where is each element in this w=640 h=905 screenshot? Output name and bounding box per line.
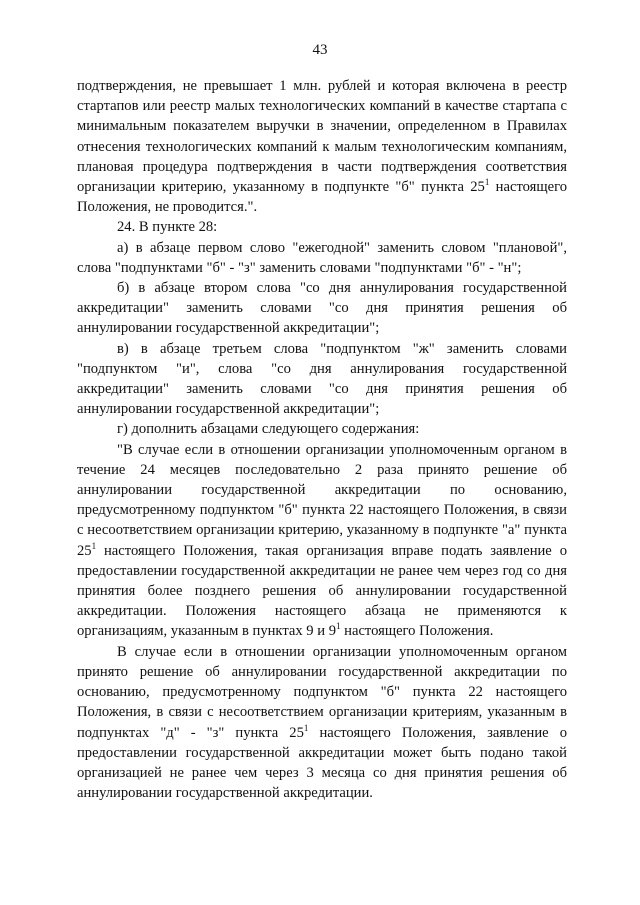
text-segment: а) в абзаце первом слово "ежегодной" заменить словом "плановой", слова "подпунктами "б" - "з" заменить словами "подпунктами "б" - "н"; [77, 239, 567, 276]
document-body [77, 76, 567, 803]
superscript: 1 [91, 540, 97, 551]
superscript: 1 [303, 722, 309, 733]
text-segment: настоящего Положения, не проводится.". [77, 179, 568, 216]
text-segment: "В случае если в отношении организации уполномоченным органом в течение 24 месяцев последовательно 2 раза принято решение об аннулировании государственной аккредитации по основанию, предусмотренному подпунктом "б" пункта 22 настоящего Положения, в связи с несоответствием организации критерию, указанному в подпункте "а" пункта 25 [77, 441, 567, 559]
text-segment: подтверждения, не превышает 1 млн. рублей и которая включена в реестр стартапов или реестр малых технологических компаний в качестве стартапа с минимальным показателем выручки в значении, определенном в Правилах отнесения технологических компаний к малым технологическим компаниям, плановая процедура подтверждения в части подтверждения соответствия организации критерию, указанному в подпункте "б" пункта 25 [77, 78, 567, 196]
paragraph-subitem-v [77, 339, 567, 420]
text-segment: настоящего Положения, заявление о предоставлении государственной аккредитации может быть подано такой организацией не ранее чем через 3 месяца со дня принятия решения об аннулировании государственной аккредитации. [77, 724, 567, 802]
text-segment: 24. В пункте 28: [117, 219, 218, 236]
paragraph-subitem-g [77, 419, 567, 439]
page-number: 43 [312, 42, 328, 58]
text-segment: настоящего Положения. [340, 623, 494, 640]
text-segment: г) дополнить абзацами следующего содержания: [117, 421, 420, 438]
text-segment: В случае если в отношении организации уполномоченным органом принято решение об аннулировании государственной аккредитации по основанию, предусмотренному подпунктом "б" пункта 22 настоящего Положения, в связи с несоответствием организации критериям, указанным в подпунктах "д" - "з" пункта 25 [77, 643, 567, 741]
paragraph-item-24 [77, 217, 567, 237]
paragraph-quote-1 [77, 440, 567, 642]
paragraph-subitem-b [77, 278, 567, 339]
text-segment: настоящего Положения, такая организация вправе подать заявление о предоставлении государственной аккредитации не ранее чем через год со дня принятия более позднего решения об аннулировании государственной аккредитации. Положения настоящего абзаца не применяются к организациям, указанным в пунктах 9 и 9 [77, 542, 567, 640]
paragraph-subitem-a [77, 238, 567, 278]
paragraph-continuation [77, 76, 567, 217]
paragraph-quote-2 [77, 642, 567, 804]
superscript: 1 [336, 621, 341, 632]
text-segment: в) в абзаце третьем слова "подпунктом "ж" заменить словами "подпунктом "и", слова "со дня аннулирования государственной аккредитации" заменить словами "со дня принятия решения об аннулировании государственной аккредитации"; [77, 340, 567, 418]
text-segment: б) в абзаце втором слова "со дня аннулирования государственной аккредитации" заменить словами "со дня принятия решения об аннулировании государственной аккредитации"; [77, 280, 567, 337]
superscript: 1 [484, 177, 490, 188]
